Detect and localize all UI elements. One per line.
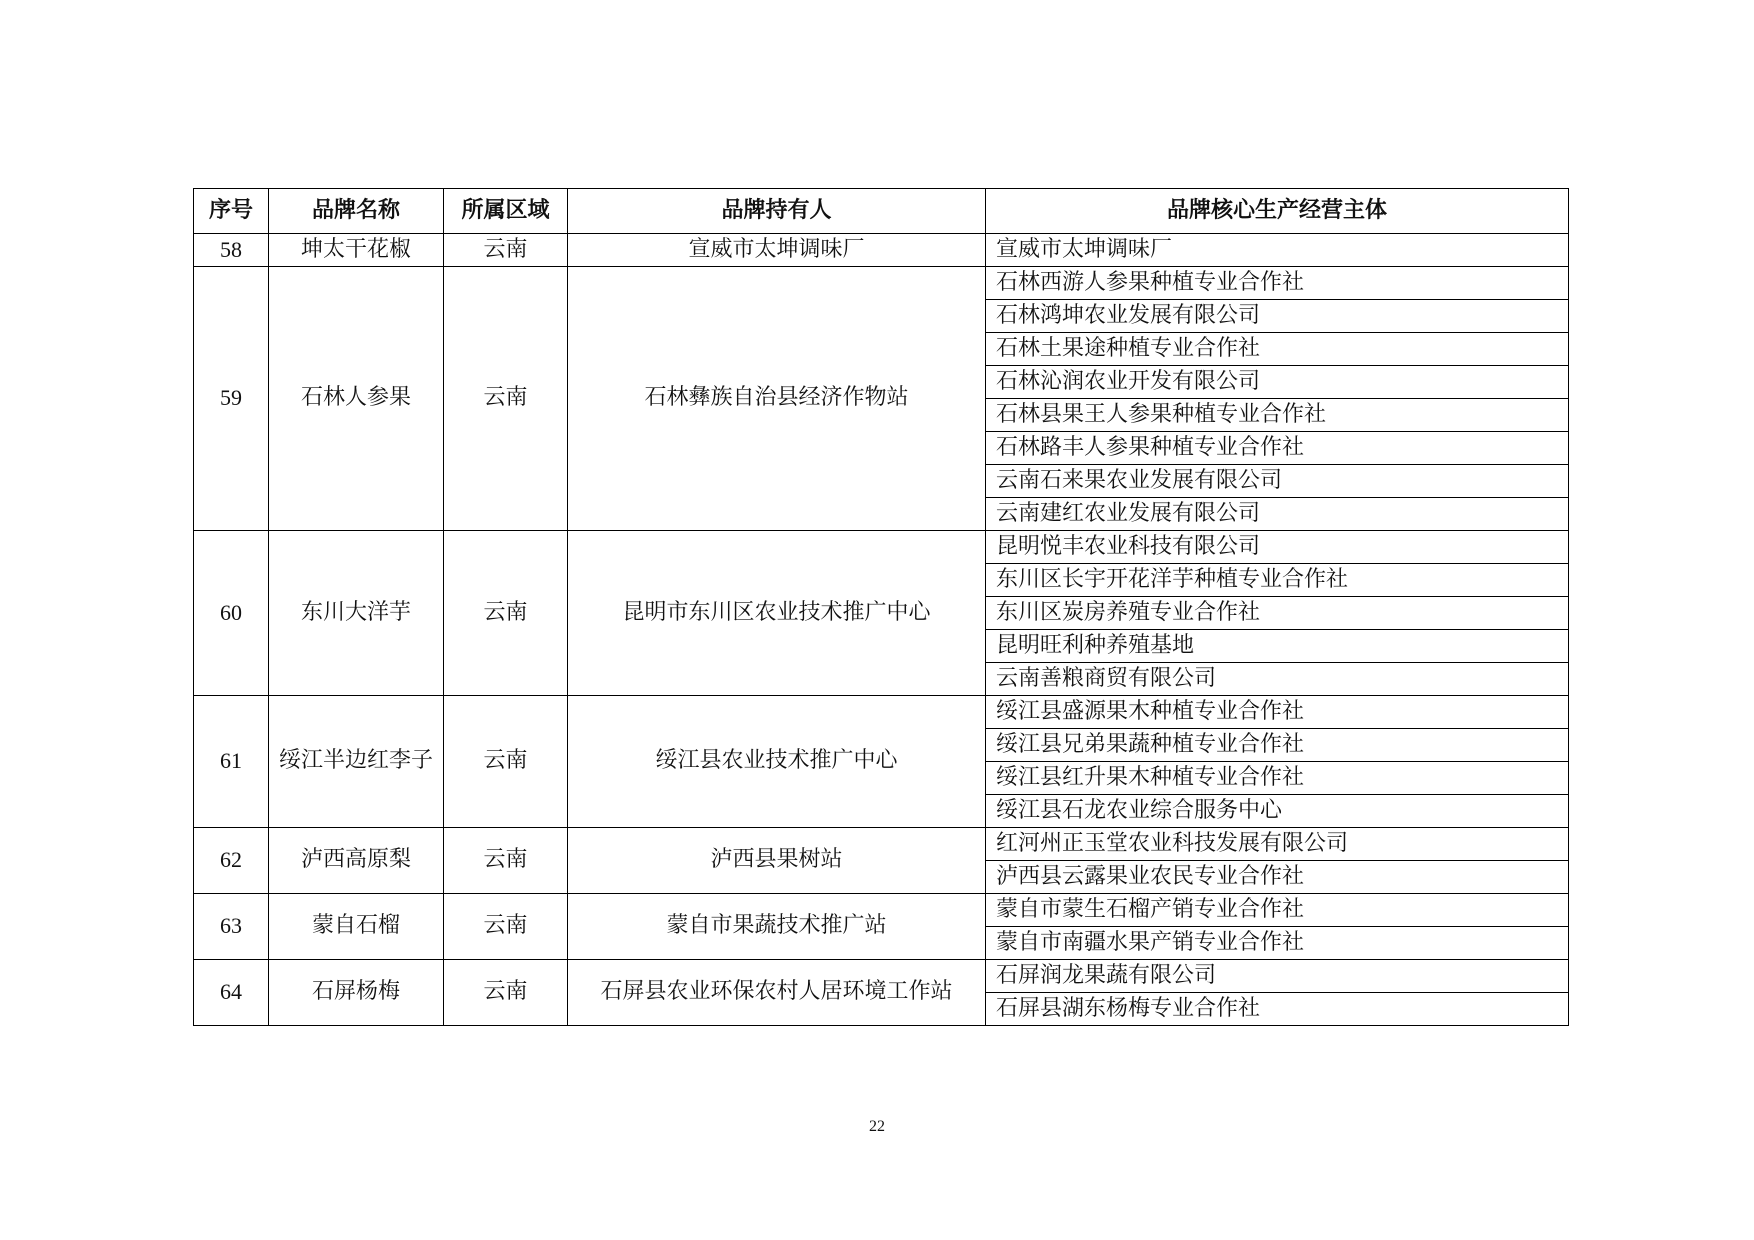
cell-holder: 蒙自市果蔬技术推广站 (568, 894, 986, 960)
cell-no: 58 (194, 234, 269, 267)
cell-entity: 东川区长宇开花洋芋种植专业合作社 (986, 564, 1569, 597)
cell-entity: 绥江县盛源果木种植专业合作社 (986, 696, 1569, 729)
cell-no: 63 (194, 894, 269, 960)
header-entities: 品牌核心生产经营主体 (986, 189, 1569, 234)
table-row (194, 894, 1569, 927)
table-row (194, 828, 1569, 861)
cell-no: 60 (194, 531, 269, 696)
brand-table (193, 188, 1569, 1026)
cell-brand: 蒙自石榴 (269, 894, 444, 960)
cell-region: 云南 (444, 894, 568, 960)
cell-entity: 石屏县湖东杨梅专业合作社 (986, 993, 1569, 1026)
cell-brand: 石林人参果 (269, 267, 444, 531)
cell-no: 62 (194, 828, 269, 894)
cell-region: 云南 (444, 234, 568, 267)
table-row (194, 234, 1569, 267)
cell-brand: 坤太干花椒 (269, 234, 444, 267)
table-row (194, 267, 1569, 300)
cell-no: 59 (194, 267, 269, 531)
cell-entity: 石林鸿坤农业发展有限公司 (986, 300, 1569, 333)
cell-holder: 石林彝族自治县经济作物站 (568, 267, 986, 531)
table-row (194, 696, 1569, 729)
cell-holder: 泸西县果树站 (568, 828, 986, 894)
cell-region: 云南 (444, 531, 568, 696)
header-holder: 品牌持有人 (568, 189, 986, 234)
cell-entity: 绥江县红升果木种植专业合作社 (986, 762, 1569, 795)
cell-no: 64 (194, 960, 269, 1026)
cell-region: 云南 (444, 960, 568, 1026)
cell-entity: 云南石来果农业发展有限公司 (986, 465, 1569, 498)
cell-holder: 昆明市东川区农业技术推广中心 (568, 531, 986, 696)
cell-entity: 石林沁润农业开发有限公司 (986, 366, 1569, 399)
header-brand: 品牌名称 (269, 189, 444, 234)
cell-entity: 云南建红农业发展有限公司 (986, 498, 1569, 531)
cell-entity: 昆明悦丰农业科技有限公司 (986, 531, 1569, 564)
cell-entity: 石林土果途种植专业合作社 (986, 333, 1569, 366)
cell-no: 61 (194, 696, 269, 828)
cell-brand: 石屏杨梅 (269, 960, 444, 1026)
table-body (194, 234, 1569, 1026)
cell-entity: 石林县果王人参果种植专业合作社 (986, 399, 1569, 432)
cell-region: 云南 (444, 267, 568, 531)
header-region: 所属区域 (444, 189, 568, 234)
cell-entity: 石林西游人参果种植专业合作社 (986, 267, 1569, 300)
cell-holder: 宣威市太坤调味厂 (568, 234, 986, 267)
cell-entity: 红河州正玉堂农业科技发展有限公司 (986, 828, 1569, 861)
cell-brand: 东川大洋芋 (269, 531, 444, 696)
header-no: 序号 (194, 189, 269, 234)
cell-entity: 东川区炭房养殖专业合作社 (986, 597, 1569, 630)
cell-entity: 泸西县云露果业农民专业合作社 (986, 861, 1569, 894)
table-row (194, 531, 1569, 564)
cell-holder: 石屏县农业环保农村人居环境工作站 (568, 960, 986, 1026)
cell-brand: 泸西高原梨 (269, 828, 444, 894)
cell-entity: 蒙自市蒙生石榴产销专业合作社 (986, 894, 1569, 927)
cell-entity: 昆明旺利种养殖基地 (986, 630, 1569, 663)
table-header-row (194, 189, 1569, 234)
cell-entity: 云南善粮商贸有限公司 (986, 663, 1569, 696)
cell-holder: 绥江县农业技术推广中心 (568, 696, 986, 828)
cell-entity: 石林路丰人参果种植专业合作社 (986, 432, 1569, 465)
cell-entity: 蒙自市南疆水果产销专业合作社 (986, 927, 1569, 960)
cell-entity: 绥江县石龙农业综合服务中心 (986, 795, 1569, 828)
cell-region: 云南 (444, 828, 568, 894)
cell-entity: 绥江县兄弟果蔬种植专业合作社 (986, 729, 1569, 762)
cell-entity: 石屏润龙果蔬有限公司 (986, 960, 1569, 993)
cell-brand: 绥江半边红李子 (269, 696, 444, 828)
cell-region: 云南 (444, 696, 568, 828)
table-row (194, 960, 1569, 993)
page-number: 22 (869, 1118, 885, 1135)
cell-entity: 宣威市太坤调味厂 (986, 234, 1569, 267)
